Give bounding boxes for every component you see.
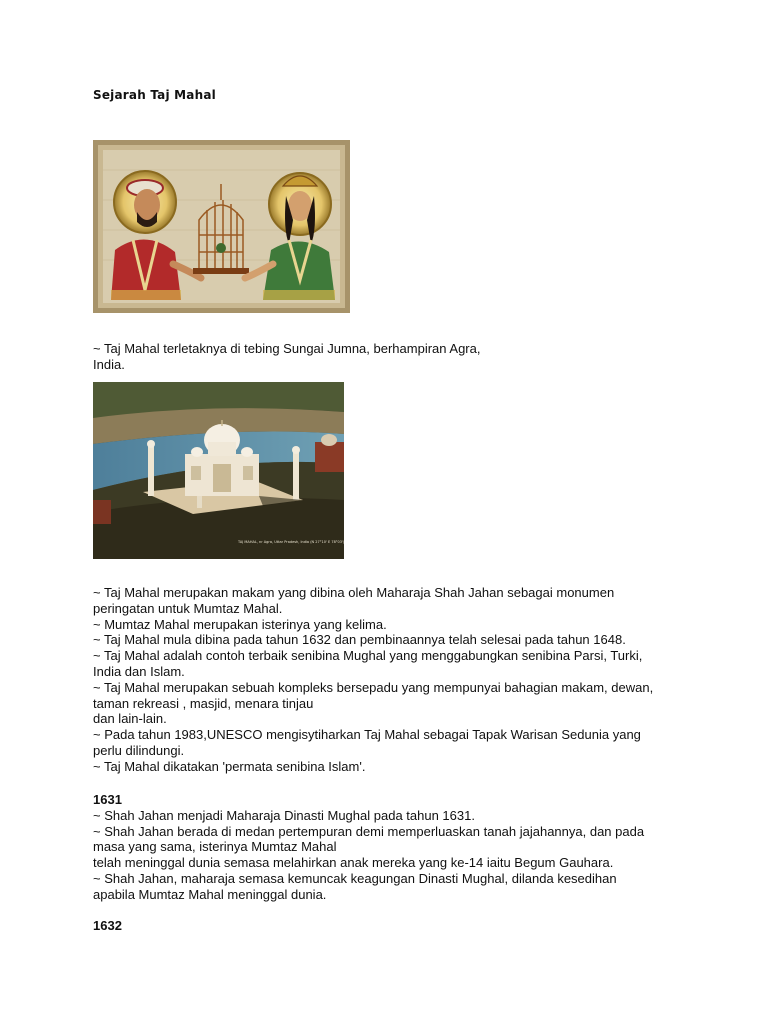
text-line: ~ Pada tahun 1983,UNESCO mengisytiharkan Taj Mahal sebagai Tapak Warisan Sedunia yang	[93, 727, 641, 743]
text-line: ~ Shah Jahan, maharaja semasa kemuncak keagungan Dinasti Mughal, dilanda kesedihan	[93, 870, 617, 886]
text-line: apabila Mumtaz Mahal meninggal dunia.	[93, 886, 327, 902]
text-line: ~ Shah Jahan menjadi Maharaja Dinasti Mughal pada tahun 1631.	[93, 807, 475, 823]
text-line: ~ Taj Mahal merupakan sebuah kompleks bersepadu yang mempunyai bahagian makam, dewan,	[93, 679, 654, 695]
section-heading: 1631	[93, 792, 122, 807]
text-line: ~ Shah Jahan berada di medan pertempuran demi memperluaskan tanah jajahannya, dan pada	[93, 823, 645, 839]
text-line: ~ Taj Mahal merupakan makam yang dibina oleh Maharaja Shah Jahan sebagai monumen	[93, 585, 615, 600]
text-line: perlu dilindungi.	[93, 742, 185, 758]
taj-mahal-photo	[93, 382, 344, 559]
text-line: ~ Taj Mahal mula dibina pada tahun 1632 dan pembinaannya telah selesai pada tahun 1648.	[93, 632, 626, 648]
text-line: masa yang sama, isterinya Mumtaz Mahal	[93, 839, 337, 855]
text-line: ~ Taj Mahal dikatakan 'permata senibina Islam'.	[93, 758, 366, 774]
section-1632	[93, 918, 693, 934]
facts-paragraph	[93, 585, 693, 775]
text-line: taman rekreasi , masjid, menara tinjau	[93, 695, 314, 711]
caption-location	[93, 341, 693, 373]
text-line: ~ Taj Mahal adalah contoh terbaik senibina Mughal yang menggabungkan senibina Parsi, Turki,	[93, 648, 643, 664]
painting-shah-jahan-mumtaz-icon	[93, 140, 350, 313]
section-heading: 1632	[93, 918, 122, 933]
page-title: Sejarah Taj Mahal	[93, 88, 216, 102]
text-line: ~ Mumtaz Mahal merupakan isterinya yang kelima.	[93, 616, 387, 632]
text-line: dan lain-lain.	[93, 711, 167, 727]
painting-image	[93, 140, 350, 313]
taj-mahal-aerial-photo-icon	[93, 382, 344, 559]
text-line: ~ Taj Mahal terletaknya di tebing Sungai Jumna, berhampiran Agra,	[93, 341, 481, 356]
text-line: telah meninggal dunia semasa melahirkan anak mereka yang ke-14 iaitu Begum Gauhara.	[93, 855, 614, 871]
text-line: India.	[93, 356, 125, 372]
text-line: India dan Islam.	[93, 663, 185, 679]
photo-credit: TAJ MAHAL, nr Agra, Uttar Pradesh, India (N 27°10' E 78°03')	[238, 540, 344, 544]
section-1631	[93, 792, 693, 903]
text-line: peringatan untuk Mumtaz Mahal.	[93, 600, 283, 616]
